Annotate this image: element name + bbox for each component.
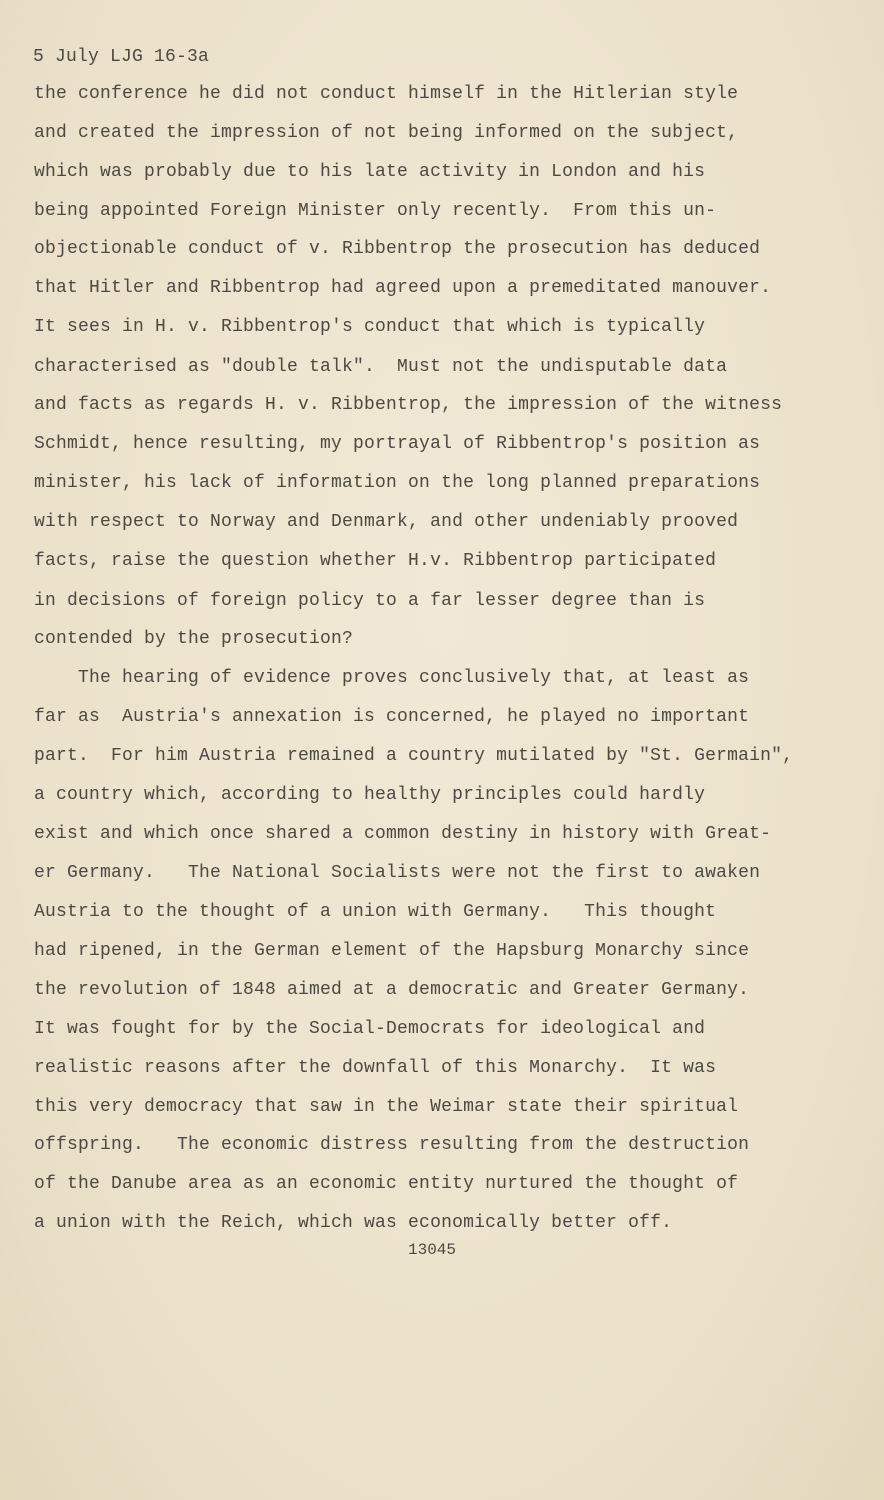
text-line: had ripened, in the German element of the Hapsburg Monarchy since <box>34 941 750 961</box>
text-line: offspring. The economic distress resulting from the destruction <box>34 1135 750 1155</box>
page-number: 13045 <box>408 1241 457 1259</box>
text-line: in decisions of foreign policy to a far lesser degree than is <box>34 591 706 611</box>
text-line: facts, raise the question whether H.v. Ribbentrop participated <box>34 551 717 571</box>
text-line: The hearing of evidence proves conclusively that, at least as <box>34 668 750 688</box>
text-line: characterised as "double talk". Must not the undisputable data <box>34 357 728 377</box>
text-line: exist and which once shared a common destiny in history with Great- <box>34 824 772 844</box>
text-line: and created the impression of not being informed on the subject, <box>34 123 739 143</box>
text-line: It was fought for by the Social-Democrats for ideological and <box>34 1019 706 1039</box>
text-line: Schmidt, hence resulting, my portrayal of Ribbentrop's position as <box>34 434 761 454</box>
text-line: the conference he did not conduct himself in the Hitlerian style <box>34 84 739 104</box>
text-line: realistic reasons after the downfall of this Monarchy. It was <box>34 1058 717 1078</box>
page-header: 5 July LJG 16-3a <box>33 47 210 67</box>
text-line: a country which, according to healthy principles could hardly <box>34 785 706 805</box>
text-line: this very democracy that saw in the Weimar state their spiritual <box>34 1097 739 1117</box>
text-line: part. For him Austria remained a country mutilated by "St. Germain", <box>34 746 794 766</box>
text-line: the revolution of 1848 aimed at a democratic and Greater Germany. <box>34 980 750 1000</box>
text-line: being appointed Foreign Minister only recently. From this un- <box>34 201 717 221</box>
text-line: far as Austria's annexation is concerned, he played no important <box>34 707 750 727</box>
text-line: It sees in H. v. Ribbentrop's conduct that which is typically <box>34 317 706 337</box>
text-line: Austria to the thought of a union with Germany. This thought <box>34 902 717 922</box>
text-line: which was probably due to his late activity in London and his <box>34 162 706 182</box>
text-line: objectionable conduct of v. Ribbentrop the prosecution has deduced <box>34 239 761 259</box>
text-line: that Hitler and Ribbentrop had agreed upon a premeditated manouver. <box>34 278 772 298</box>
text-line: er Germany. The National Socialists were not the first to awaken <box>34 863 761 883</box>
text-line: minister, his lack of information on the long planned preparations <box>34 473 761 493</box>
text-line: with respect to Norway and Denmark, and other undeniably prooved <box>34 512 739 532</box>
text-line: of the Danube area as an economic entity nurtured the thought of <box>34 1174 739 1194</box>
text-line: and facts as regards H. v. Ribbentrop, the impression of the witness <box>34 395 783 415</box>
text-line: a union with the Reich, which was economically better off. <box>34 1213 673 1233</box>
text-line: contended by the prosecution? <box>34 629 354 649</box>
